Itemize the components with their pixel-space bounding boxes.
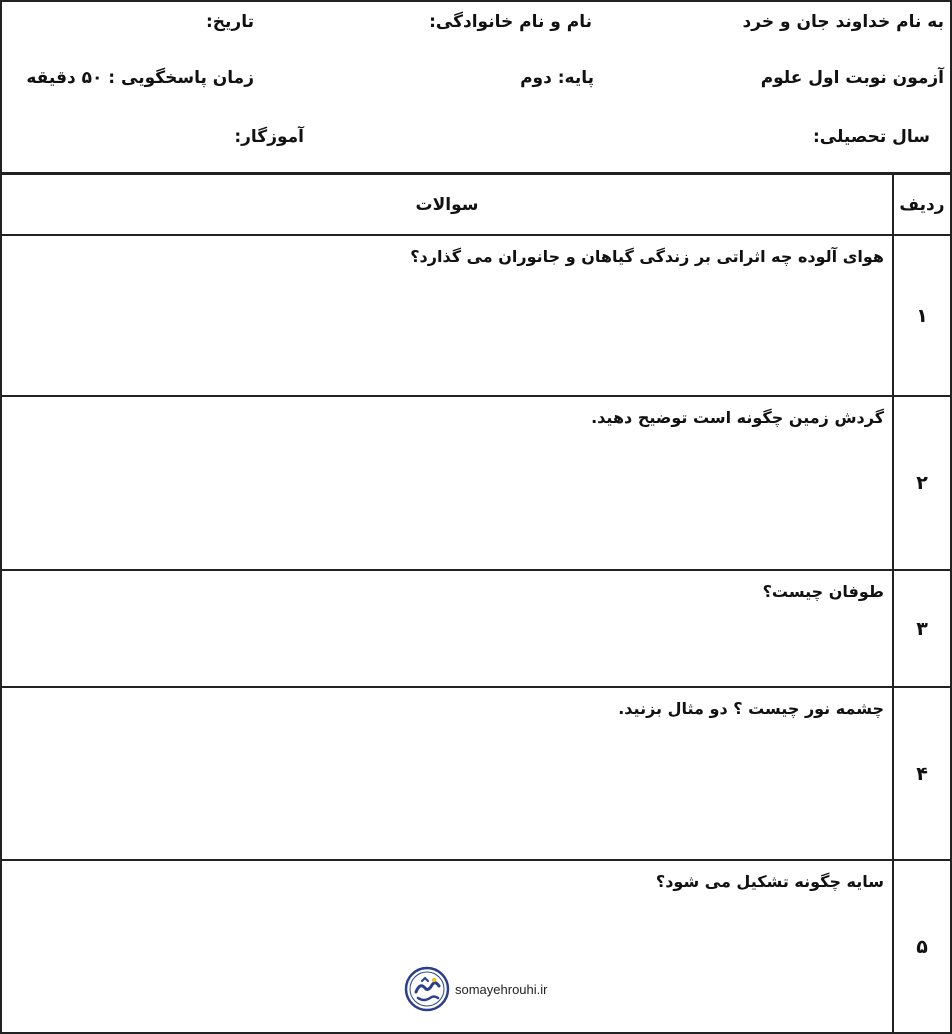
question-cell [1,687,893,860]
table-row [1,396,951,570]
school-year: سال تحصیلی: [812,127,930,147]
exam-title: آزمون نوبت اول علوم [760,68,944,88]
question-text: طوفان چیست؟ [762,582,884,601]
question-cell [1,235,893,396]
row-number: ۲ [893,396,951,570]
row-number: ۳ [893,570,951,687]
row-number: ۴ [893,687,951,860]
table-row [1,235,951,396]
table-row [1,687,951,860]
name-label: نام و نام خانوادگی: [429,12,592,32]
duration: زمان پاسخگویی : ۵۰ دقیقه [26,68,254,88]
question-text: گردش زمین چگونه است توضیح دهید. [591,408,884,427]
watermark-site[interactable]: somayehrouhi.ir [455,981,548,997]
bismillah: به نام خداوند جان و خرد [742,12,944,32]
question-cell [1,396,893,570]
date-label: تاریخ: [206,12,254,32]
table-row [1,570,951,687]
question-text: هوای آلوده چه اثراتی بر زندگی گیاهان و جانوران می گذارد؟ [410,247,884,266]
header-row-3 [2,127,950,163]
table-header-row [1,174,951,235]
grade: پایه: دوم [520,68,594,88]
col-questions-header: سوالات [1,174,893,235]
col-row-header: ردیف [893,174,951,235]
question-text: سایه چگونه تشکیل می شود؟ [655,872,884,891]
exam-header [0,0,952,174]
header-row-1 [2,12,950,48]
header-row-2 [2,68,950,104]
watermark [404,966,548,1012]
row-number: ۵ [893,860,951,1033]
question-cell [1,570,893,687]
question-text: چشمه نور چیست ؟ دو مثال بزنید. [618,699,884,718]
row-number: ۱ [893,235,951,396]
teacher: آموزگار: [234,127,304,147]
site-logo-icon [404,966,450,1012]
questions-table [0,173,952,1034]
